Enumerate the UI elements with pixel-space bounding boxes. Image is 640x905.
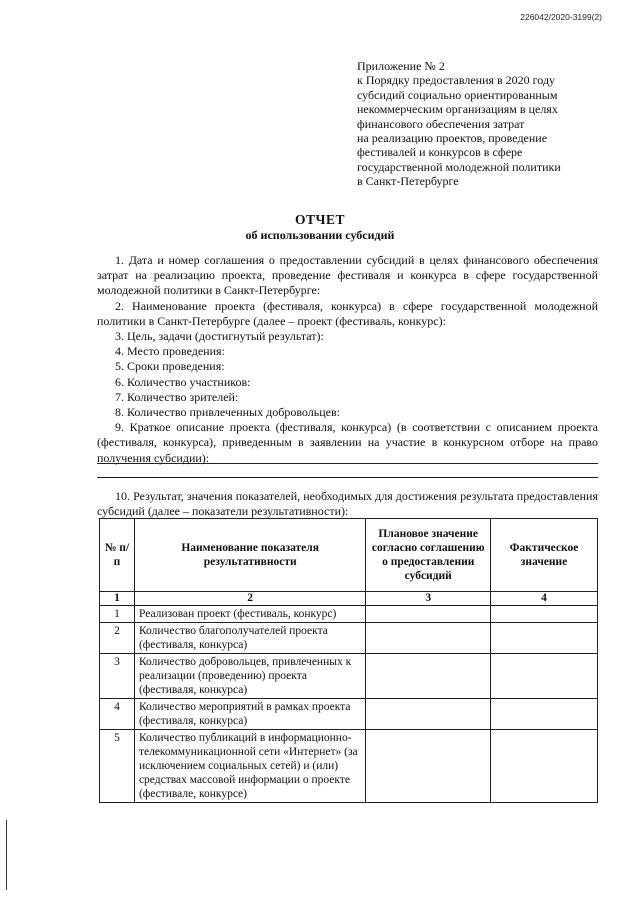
item-4: 4. Место проведения:	[115, 344, 225, 359]
header-plan: Плановое значение согласно соглашению о предоставлении субсидий	[366, 519, 491, 592]
appendix-line: фестивалей и конкурсов в сфере	[357, 145, 523, 160]
column-numbers-row	[100, 592, 598, 606]
table-row	[100, 606, 598, 623]
row-plan[interactable]	[366, 730, 491, 803]
answer-line	[97, 477, 598, 478]
indicators-table	[99, 518, 598, 803]
item-5: 5. Сроки проведения:	[115, 359, 225, 374]
row-fact[interactable]	[491, 606, 598, 623]
row-fact[interactable]	[491, 699, 598, 730]
row-name: Количество мероприятий в рамках проекта (фестиваля, конкурса)	[134, 699, 365, 730]
row-number: 3	[100, 654, 135, 699]
table-row	[100, 623, 598, 654]
appendix-line: Приложение № 2	[357, 59, 445, 73]
row-fact[interactable]	[491, 654, 598, 699]
appendix-line: субсидий социально ориентированным	[357, 87, 558, 102]
appendix-line: к Порядку предоставления в 2020 году	[357, 73, 556, 88]
row-number: 5	[100, 730, 135, 803]
row-plan[interactable]	[366, 606, 491, 623]
col-number: 2	[134, 592, 365, 606]
item-10: 10. Результат, значения показателей, необходимых для достижения результата предоставления субсидий (далее – показатели результативности):	[97, 489, 598, 519]
col-number: 4	[491, 592, 598, 606]
row-plan[interactable]	[366, 699, 491, 730]
item-7: 7. Количество зрителей:	[115, 389, 239, 404]
row-name: Реализован проект (фестиваль, конкурс)	[134, 606, 365, 623]
row-name: Количество публикаций в информационно-телекоммуникационной сети «Интернет» (за исключением социальных сетей) и (или) средствах массовой информации о проекте (фестивале, конкурсе)	[134, 730, 365, 803]
row-fact[interactable]	[491, 623, 598, 654]
col-number: 1	[100, 592, 135, 606]
appendix-line: финансового обеспечения затрат	[357, 116, 525, 131]
answer-line	[97, 463, 598, 464]
appendix-line: в Санкт-Петербурге	[357, 174, 459, 189]
report-title: ОТЧЕТ	[295, 212, 345, 227]
appendix-line: государственной молодежной политики	[357, 159, 561, 174]
item-2: 2. Наименование проекта (фестиваля, конкурса) в сфере государственной молодежной политики в Санкт-Петербурге (далее – проект (фестиваль, конкурс):	[97, 298, 598, 328]
report-body	[97, 253, 598, 466]
header-num: № п/п	[100, 519, 135, 592]
header-fact: Фактическое значение	[491, 519, 598, 592]
appendix-line: некоммерческим организациям в целях	[357, 102, 558, 117]
table-row	[100, 699, 598, 730]
row-number: 4	[100, 699, 135, 730]
row-number: 2	[100, 623, 135, 654]
row-name: Количество благополучателей проекта (фестиваля, конкурса)	[134, 623, 365, 654]
row-number: 1	[100, 606, 135, 623]
item-8: 8. Количество привлеченных добровольцев:	[115, 405, 340, 420]
scan-edge-mark	[6, 820, 7, 890]
row-plan[interactable]	[366, 623, 491, 654]
table-row	[100, 730, 598, 803]
report-subtitle: об использовании субсидий	[245, 228, 395, 242]
item-3: 3. Цель, задачи (достигнутый результат):	[115, 329, 324, 344]
appendix-line: на реализацию проектов, проведение	[357, 131, 548, 146]
header-name: Наименование показателя результативности	[134, 519, 365, 592]
table-row	[100, 654, 598, 699]
row-fact[interactable]	[491, 730, 598, 803]
document-id: 226042/2020-3199(2)	[520, 12, 602, 22]
item-9: 9. Краткое описание проекта (фестиваля, конкурса) (в соответствии с описанием проекта (фестиваля, конкурса), приведенным в заявлении на участие в конкурсном отборе на право получения субсидии):	[97, 420, 598, 465]
item-1: 1. Дата и номер соглашения о предоставлении субсидий в целях финансового обеспечения затрат на реализацию проекта, проведение фестиваля и конкурса в сфере государственной молодежной политики в Санкт-Петербурге:	[97, 253, 598, 298]
row-plan[interactable]	[366, 654, 491, 699]
row-name: Количество добровольцев, привлеченных к реализации (проведению) проекта (фестиваля, конкурса)	[134, 654, 365, 699]
col-number: 3	[366, 592, 491, 606]
appendix-block	[357, 59, 617, 189]
item-6: 6. Количество участников:	[115, 374, 251, 389]
